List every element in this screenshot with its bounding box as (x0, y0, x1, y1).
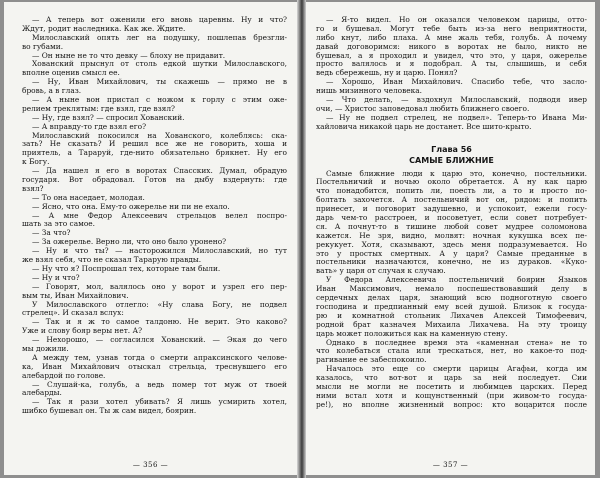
text-line: мы дожили. (22, 344, 69, 353)
text-line: — Ну и что? (32, 273, 80, 282)
text-line: родной брат казначея Михаила Лихачева. На эту троицу (316, 320, 587, 329)
text-line: нишь мизинного человека. (316, 87, 423, 96)
text-line: — Да нашел я его в воротах Спасских. Думал, обрадую (32, 167, 287, 176)
text-line: кажется. Не зря, видно, молвят: ночная кукушка всех пе- (316, 231, 587, 240)
text-line: — Так я рази хотел убивать? Я лишь усмирить хотел, (32, 398, 287, 407)
text-line: шибко бушевал он. Ты ж сам видел, боярин. (22, 407, 197, 416)
text-line: — Ну не подвел стрелец, не подвел». Теперь-то Ивана Ми- (326, 113, 587, 122)
text-line: — Хорошо, Иван Михайлович. Спасибо тебе, что засло- (326, 78, 587, 87)
text-line: дарь чем-то расстроен, и посоветует, если совет потребует- (316, 214, 587, 223)
text-line: приятель, а Тараруй, где-нито обязательно брякнет. Ну его (22, 149, 287, 158)
text-line: вполне оценив смысл ее. (22, 69, 120, 78)
text-line: рекукует. Хотя, сказывают, здесь меня подразумевается. Но (316, 240, 587, 249)
text-line: — Я-то видел. Но он оказался человеком царицы, отто- (326, 16, 587, 24)
text-line: же взял себя, что не сказал Тарарую правды. (22, 256, 202, 265)
text-line: — За что? (32, 229, 71, 238)
text-line: принесет, и поговорит задушевно, и успокоит, ежели госу- (316, 205, 587, 214)
text-line: взял? (22, 184, 44, 193)
text-line: ре!), но вполне жизненный вопрос: кто воцарится после (316, 400, 587, 409)
text-line: — Говорят, мол, валялось оно у ворот и узрел его пер- (32, 282, 287, 291)
text-line: Постельничий и ночью около обретается. А ну как царю (316, 178, 587, 187)
text-line: что колебаться стала или трескаться, нет, но какое-то под- (316, 347, 587, 356)
text-line: — Он ныне не то что девку — блоху не придавит. (32, 51, 226, 60)
text-line: го и бушевал. Могут тебе быть из-за него неприятности, (316, 24, 587, 33)
text-line: — Ну и что ты? — насторожился Милославский, но тут (32, 247, 287, 256)
text-line: Хованский прыснул от столь едкой шутки Милославского, (32, 60, 287, 69)
text-line: релием треклятым: где взял, где взял? (22, 104, 175, 113)
text-line: это у простых смертных. А у царя? Самые преданные в (316, 249, 587, 258)
text-line: Однако в последнее время эта «каменная стена» не то (326, 338, 587, 347)
text-line: давай договоримся: никого в воротах не было, никто не (316, 42, 587, 51)
text-line: господина и предпианный ему всей душой. Близок к госуда- (316, 302, 587, 311)
text-line: У Федора Алексеевича постельничий боярин Языков (326, 276, 587, 285)
text-line: — А теперь вот оженили его вновь царевны. Ну и что? (32, 16, 287, 24)
text-line: казалось, что вот-вот и царь за ней последует. Сии (316, 374, 587, 383)
text-line: алебарды. (22, 389, 62, 398)
left-page (4, 2, 297, 475)
right-page-text-bottom (316, 170, 587, 410)
text-line: просто валялось и я подобрал. А ты, слышишь, и себя (316, 60, 587, 69)
right-page (306, 2, 595, 475)
text-line: шать за это самое. (22, 220, 96, 229)
text-line: ка, Иван Михайлович отыскал стрельца, треснувшего его (22, 362, 287, 371)
text-line: Началось это еще со смерти царицы Агафьи, когда им (326, 365, 587, 374)
text-line: рагивание ее забеспокоило. (316, 356, 427, 365)
text-line: — Ясно, что она. Ему-то ожерелье ни пи не ехало. (32, 202, 230, 211)
text-line: царь может положиться как на каменную стену. (316, 329, 508, 338)
text-line: — Так и я ж то самое талдоню. Не верит. Это каково? (32, 318, 287, 327)
chapter-title: САМЫЕ БЛИЖНИЕ (409, 155, 494, 165)
text-line: постельники назначаются, конечно, не из дураков. «Куко- (316, 258, 587, 267)
text-line: Уже и слову бояр веры нет. А? (22, 327, 143, 336)
text-line: Милославский опять лег на подушку, пошлепав брезгли- (32, 33, 287, 42)
text-line: сердечных делах царя, знающий всю подноготную своего (316, 294, 587, 303)
text-line: очи, — Христос заповедовал любить ближнего своего. (316, 104, 530, 113)
text-line: государя. Вот обрадовал. Готов на дыбу вздернуть: где (22, 176, 287, 185)
left-page-text (22, 16, 287, 416)
text-line: — То она наседает, молодая. (32, 193, 145, 202)
text-line: вым ты, Иван Михайлович. (22, 291, 129, 300)
text-line: либо кнут, либо плаха. А мне жаль тебя, голубь. А почему (316, 33, 587, 42)
text-line: — Что делать, — вздохнул Милославский, подводя ивер (326, 96, 587, 105)
text-line: А между тем, узнав тогда о смерти апраксинского челове- (32, 353, 287, 362)
text-line: — Нехорошо, — согласился Хованский. — Экая до чего (32, 336, 287, 345)
text-line: алебардой по голове. (22, 371, 106, 380)
book-gutter (297, 0, 306, 478)
text-line: бушевал, а я проходил и увидел, что это, у царя, ожерелье (316, 51, 587, 60)
text-line: Ждут, родит наследника. Как же. Ждите. (22, 24, 186, 33)
text-line: болтать захочется. А постельничий вот он, рядом: и попить (316, 196, 587, 205)
text-line: — Ну, где взял? — спросил Хованский. (32, 113, 185, 122)
text-line: — Ну, Иван Михайлович, ты скажешь — прямо не в (32, 78, 287, 87)
text-line: ведь сбережешь, ну и царю. Понял? (316, 69, 458, 78)
text-line: Милославский покосился на Хованского, колеблясь: ска- (32, 131, 287, 140)
text-line: стрелец». И сказал вслух: (22, 309, 124, 318)
text-line: У Милославского отлегло: «Ну слава Богу, не подвел (32, 300, 287, 309)
left-page-number: — 356 — (132, 461, 169, 469)
text-line: вать» у царя от случая к случаю. (316, 267, 446, 276)
right-page-number: — 357 — (432, 461, 469, 469)
text-line: — А вправду-то где взял его? (32, 122, 147, 131)
text-line: мысли не могли не посетить и любимцев царских. Перед (316, 382, 587, 391)
text-line: Самые ближние люди к царю это, конечно, постельники. (326, 169, 587, 178)
text-line: — А ныне вон пристал с ножом к горлу с этим оже- (32, 96, 287, 105)
text-line: — А мне Федор Алексеевич стрельцов велел поспро- (32, 211, 287, 220)
text-line: что понадобится, попить ли, поесть ли, а то и просто по- (316, 187, 587, 196)
text-line: — За ожерелье. Верно ли, что оно было уронено? (32, 238, 227, 247)
text-line: ся. А почнут-то в тишине любой совет мудрее соломонова (316, 222, 587, 231)
text-line: Иван Максимович, немало поспешествовавший делу в (316, 285, 587, 294)
text-line: — Слушай-ка, голубь, а ведь помер тот муж от твоей (32, 380, 287, 389)
right-page-text-top (316, 16, 587, 132)
text-line: зать? Не сказать? И решил все же не говорить, хоша и (22, 140, 287, 149)
text-line: — Ну что я? Поспрошал тех, которые там были. (32, 264, 221, 273)
text-line: во губами. (22, 42, 64, 51)
text-line: к Богу. (22, 158, 50, 167)
text-line: бровь, а в глаз. (22, 87, 82, 96)
text-line: рю и комнатной стольник Лихачев Алексей Тимофеевич, (316, 311, 587, 320)
chapter-number: Глава 56 (431, 144, 472, 154)
text-line: хайловича никакой царь не достанет. Все шито-крыто. (316, 122, 532, 131)
text-line: ними встал хотя и кощунственный (при живом-то госуда- (316, 391, 587, 400)
